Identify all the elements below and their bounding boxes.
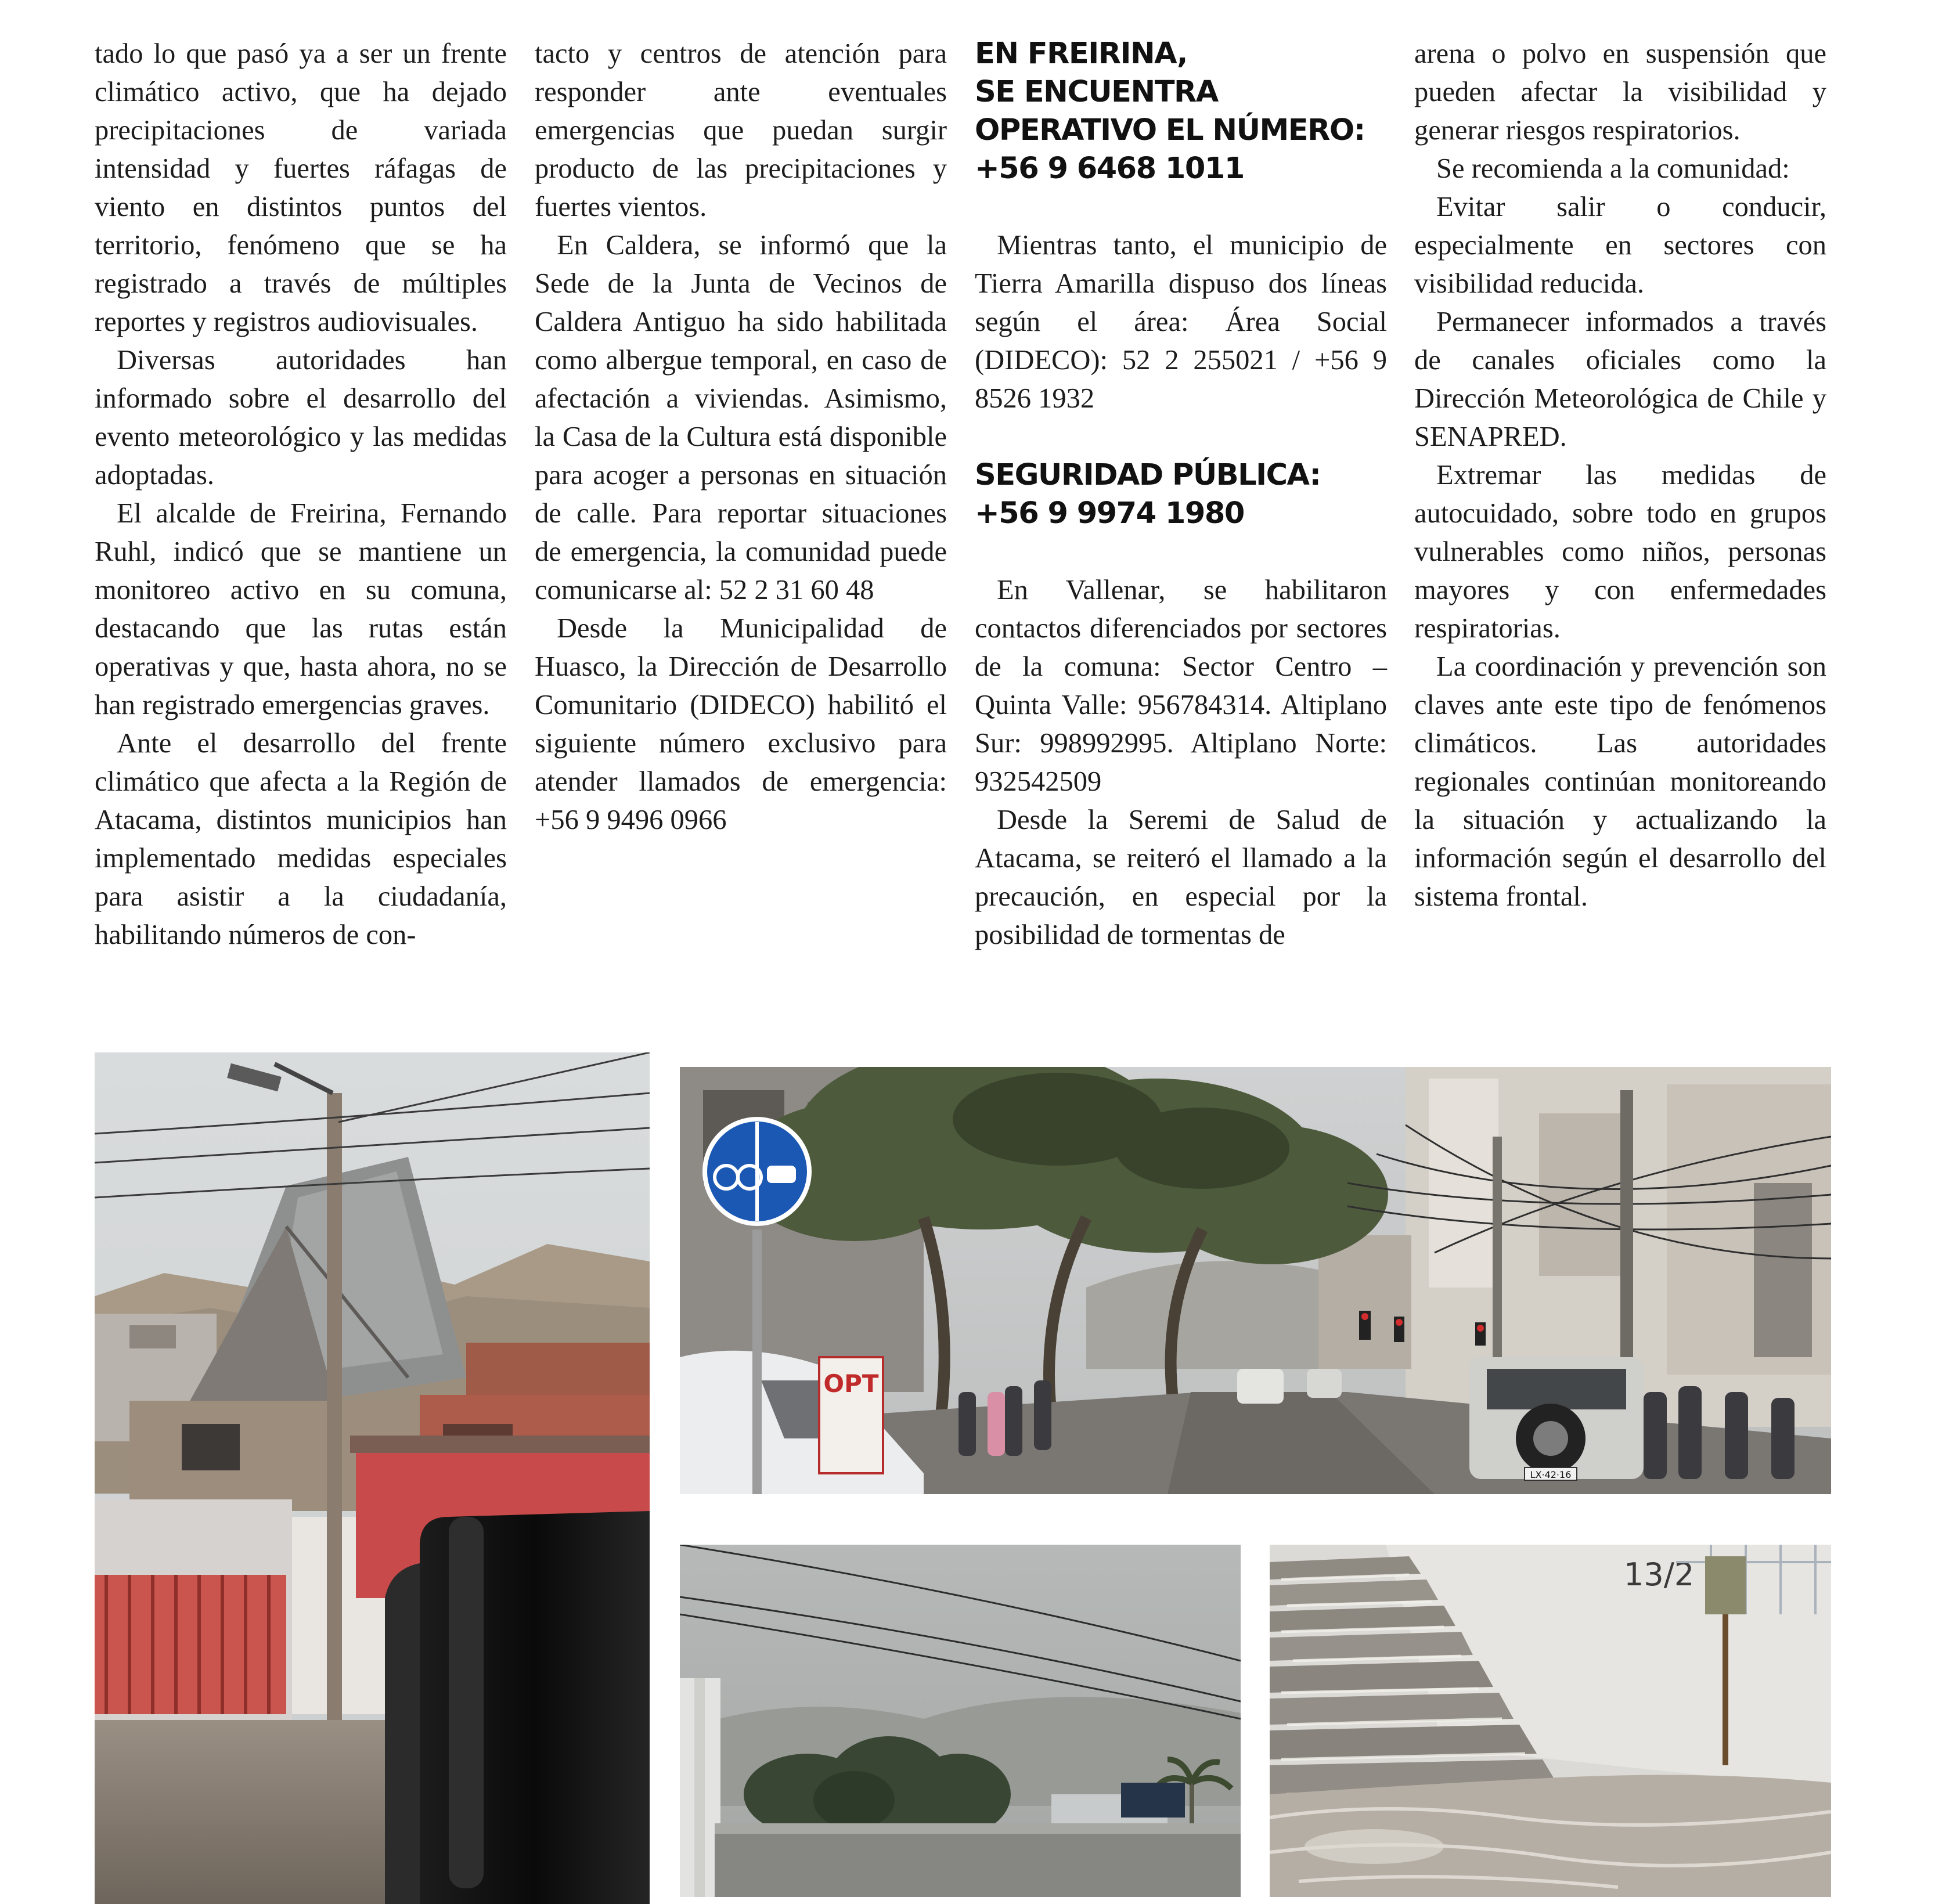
shop-sign-text: OPT [823,1369,879,1398]
license-plate: LX·42·16 [1530,1469,1572,1480]
article-column-1 [95,35,507,954]
heading-line: +56 9 9974 1980 [975,496,1244,531]
wall-graffiti: 13/2 [1624,1556,1695,1593]
paragraph: En Vallenar, se habilitaron contactos diferenciados por sectores de la comuna: Sector Centro – Quinta Valle: 956784314. Altiplano Sur: 998992995. Altiplano Norte: 932542509 [975,575,1387,797]
paragraph: Extremar las medidas de autocuidado, sobre todo en grupos vulnerables como niños, personas mayores y con enfermedades respiratorias. [1414,460,1826,644]
paragraph: En Caldera, se informó que la Sede de la Junta de Vecinos de Caldera Antiguo ha sido habilitada como albergue temporal, en caso de afectación a viviendas. Asimismo, la Casa de la Cultura está disponible para acoger a personas en situación de calle. Para reportar situaciones de emergencia, la comunidad puede comunicarse al: 52 2 31 60 48 [535,230,947,605]
paragraph: Desde la Seremi de Salud de Atacama, se reiteró el llamado a la precaución, en especial por la posibilidad de tormentas de [975,805,1387,950]
heading-line: +56 9 6468 1011 [975,152,1244,186]
paragraph: tado lo que pasó ya a ser un frente climático activo, que ha dejado precipitaciones de variada intensidad y fuertes ráfagas de viento en distintos puntos del territorio, fenómeno que se ha registrado a través de múltiples reportes y registros audiovisuales. [95,38,507,337]
heading-line: SE ENCUENTRA [975,75,1218,109]
paragraph: Ante el desarrollo del frente climático que afecta a la Región de Atacama, distintos municipios han implementado medidas especiales para asistir a la ciudadanía, habilitando números de con- [95,728,507,950]
paragraph: Permanecer informados a través de canales oficiales como la Dirección Meteorológica de Chile y SENAPRED. [1414,306,1826,452]
freirina-phone-heading [975,35,1387,188]
paragraph: arena o polvo en suspensión que pueden afectar la visibilidad y generar riesgos respiratorios. [1414,38,1826,146]
photo-dust-storm [680,1545,1241,1897]
heading-line: EN FREIRINA, [975,37,1187,71]
paragraph: tacto y centros de atención para responder ante eventuales emergencias que puedan surgir producto de las precipitaciones y fuertes vientos. [535,38,947,222]
paragraph: El alcalde de Freirina, Fernando Ruhl, indicó que se mantiene un monitoreo activo en su comuna, destacando que las rutas están operativas y que, hasta ahora, no se han registrado emergencias graves. [95,498,507,720]
paragraph: Se recomienda a la comunidad: [1436,153,1790,184]
photo-damaged-house [95,1052,650,1904]
article-column-4 [1414,35,1826,916]
public-security-heading [975,456,1387,533]
paragraph: Desde la Municipalidad de Huasco, la Dirección de Desarrollo Comunitario (DIDECO) habilitó el siguiente número exclusivo para atender llamados de emergencia: +56 9 9496 0966 [535,613,947,835]
paragraph: La coordinación y prevención son claves ante este tipo de fenómenos climáticos. Las autoridades regionales continúan monitoreando la situación y actualizando la información según el desarrollo del sistema frontal. [1414,651,1826,912]
photo-flooded-stairs [1270,1545,1831,1897]
photo-street-scene [680,1067,1831,1494]
paragraph: Diversas autoridades han informado sobre el desarrollo del evento meteorológico y las medidas adoptadas. [95,345,507,491]
heading-line: OPERATIVO EL NÚMERO: [975,113,1365,147]
article-column-3 [975,35,1387,954]
heading-line: SEGURIDAD PÚBLICA: [975,458,1321,492]
paragraph: Mientras tanto, el municipio de Tierra Amarilla dispuso dos líneas según el área: Área Social (DIDECO): 52 2 255021 / +56 9 8526 1932 [975,230,1387,414]
article-column-2 [535,35,947,839]
paragraph: Evitar salir o conducir, especialmente en sectores con visibilidad reducida. [1414,192,1826,299]
